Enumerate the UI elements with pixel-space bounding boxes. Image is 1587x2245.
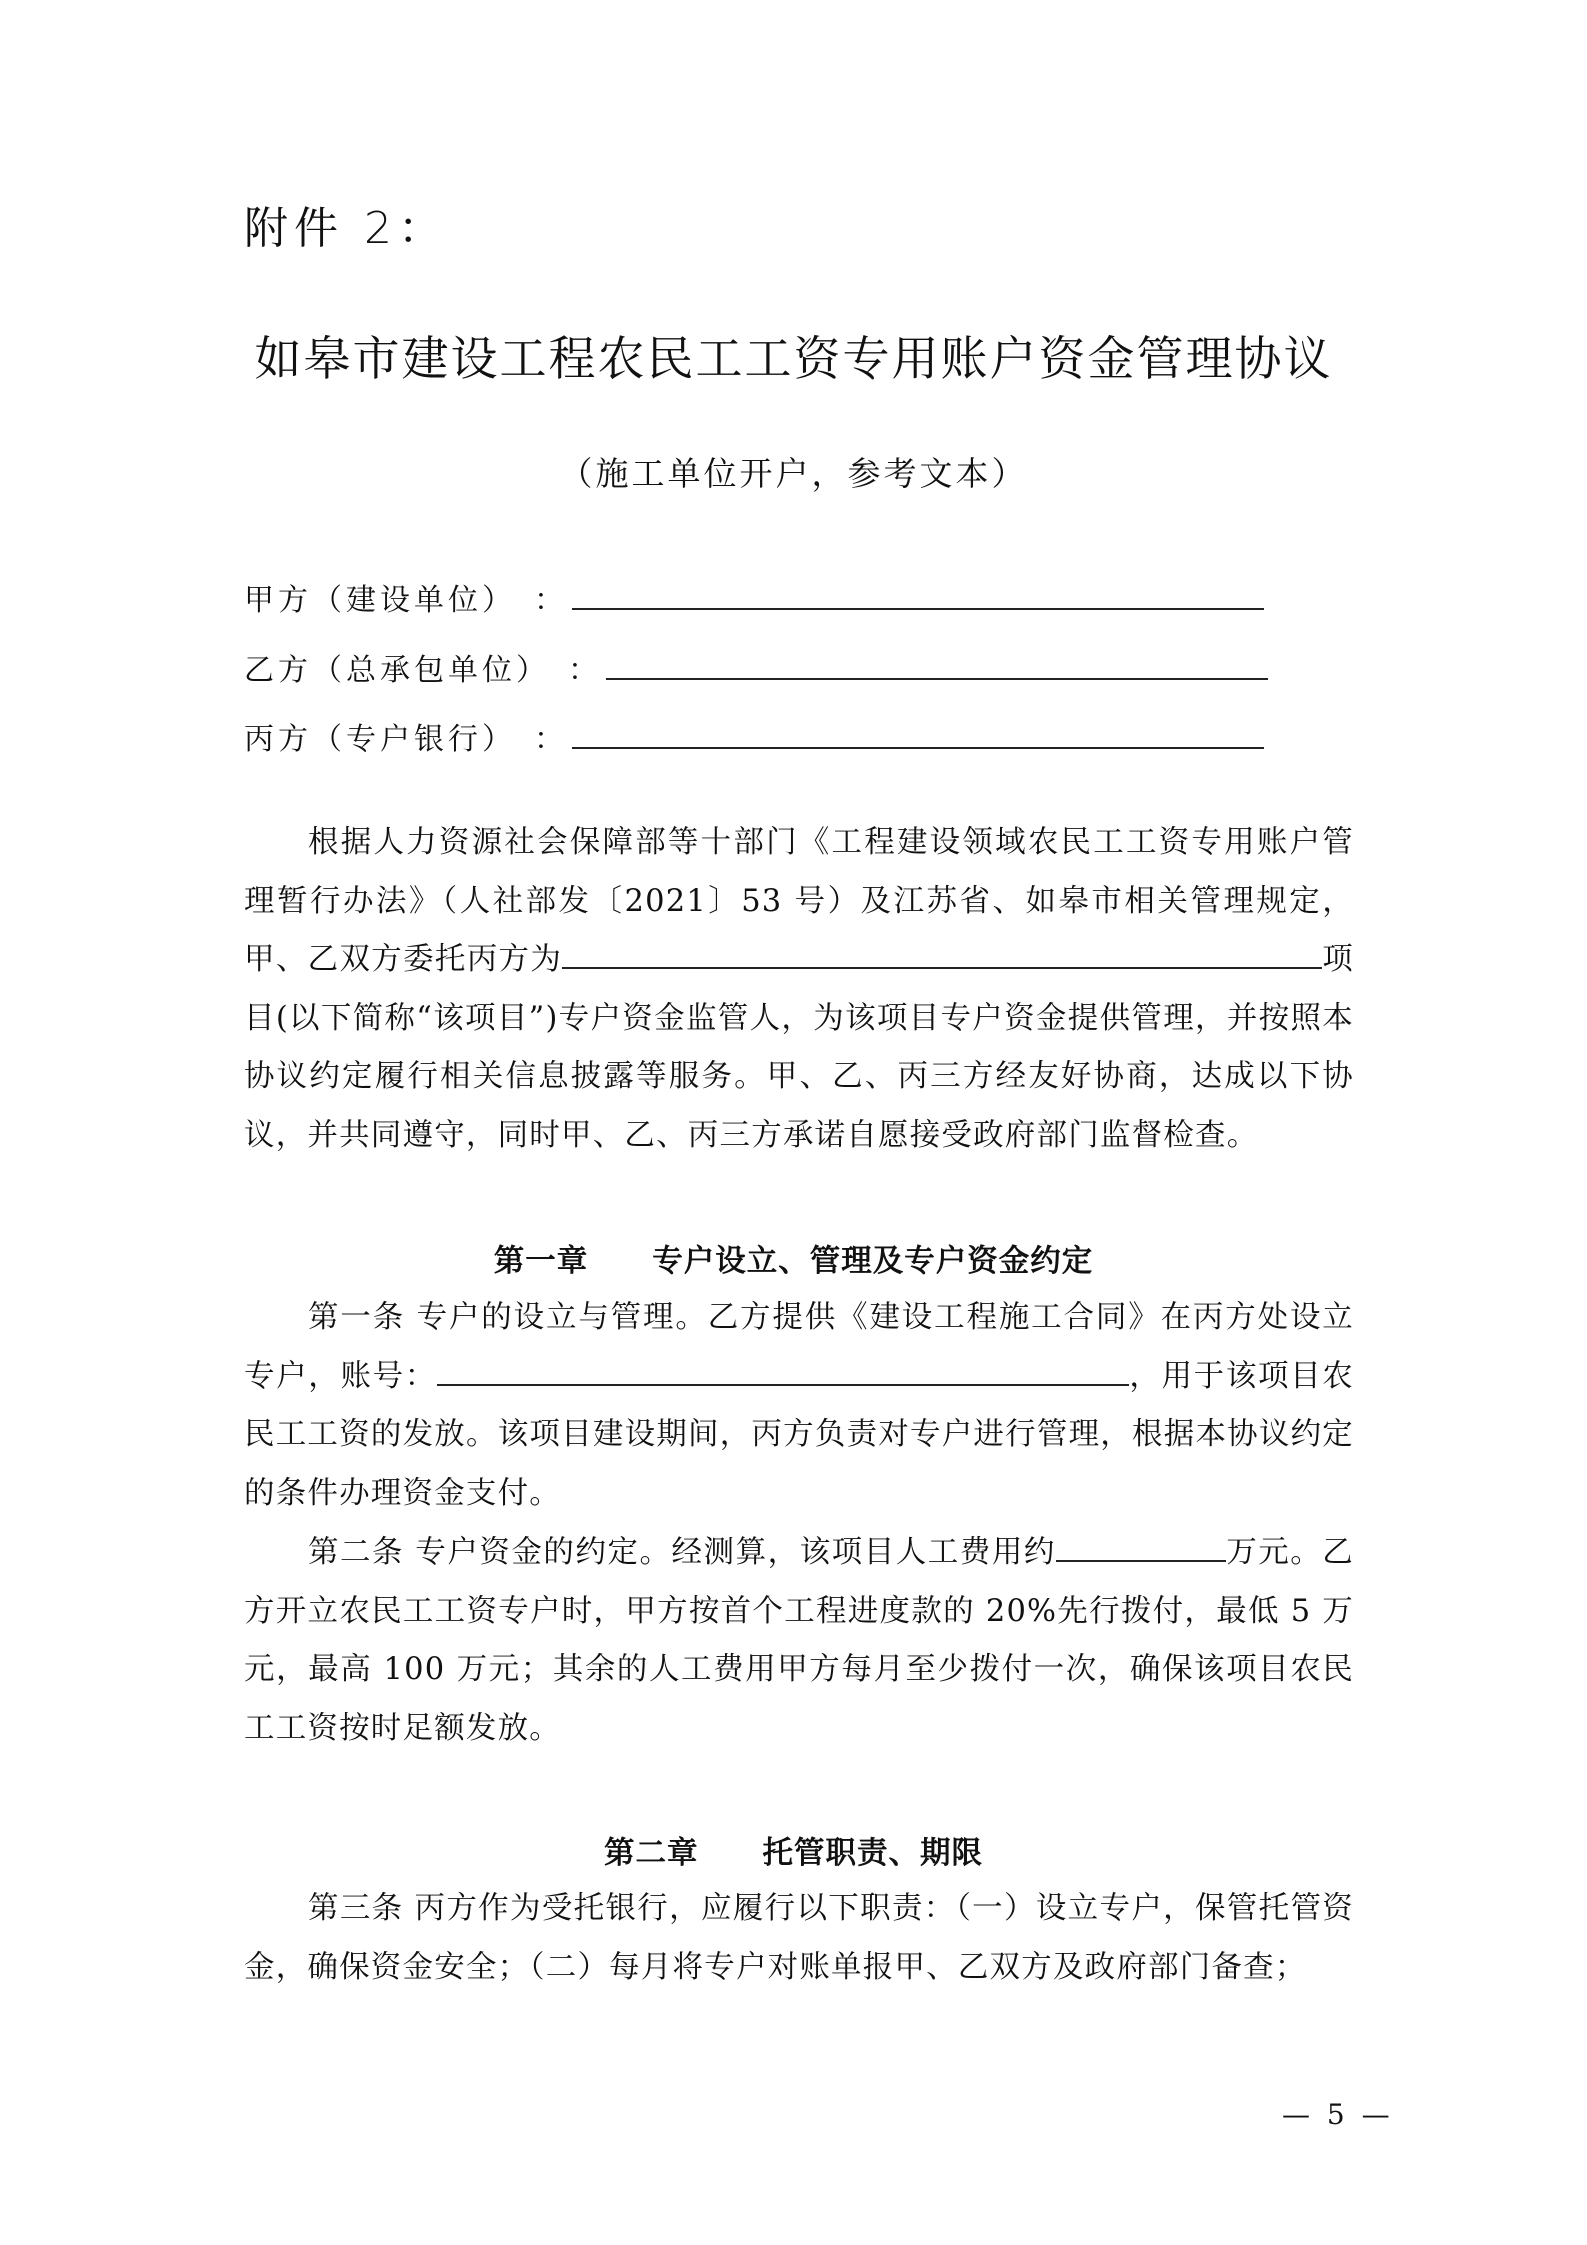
party-b-colon: ： [568,653,602,688]
account-number-blank [437,1350,1129,1386]
party-b-label: 乙方（总承包单位） [244,653,550,688]
chapter-1-heading [0,1236,1587,1280]
party-a-blank [572,572,1264,610]
article-3-text: 第三条 丙方作为受托银行，应履行以下职责：（一）设立专户，保管托管资金，确保资金安全；（二）每月将专户对账单报甲、乙双方及政府部门备查； [244,1891,1354,1985]
party-c-label: 丙方（专户银行） [244,722,516,757]
chapter-1-name: 专户设立、管理及专户资金约定 [652,1243,1094,1279]
page-number: — 5 — [1282,2098,1394,2131]
article-1-paragraph [244,1289,1354,1523]
party-c-row [244,711,1264,758]
chapter-2-name: 托管职责、期限 [762,1835,983,1871]
article-1-text-2: ，用于该项目农民工工资的发放。该项目建设期间，丙方负责对专户进行管理，根据本协议约定的条件办理资金支付。 [244,1358,1354,1511]
party-b-row [244,642,1268,689]
article-1-text-1: 第一条 专户的设立与管理。乙方提供《建设工程施工合同》在丙方处设立专户，账号： [244,1300,1354,1394]
party-a-row [244,572,1264,619]
party-b-blank [606,642,1268,680]
project-name-blank [562,933,1322,969]
chapter-2-number: 第二章 [604,1835,699,1871]
preamble-text-1: 根据人力资源社会保障部等十部门《工程建设领域农民工工资专用账户管理暂行办法》（人社部发〔2021〕53 号）及江苏省、如皋市相关管理规定，甲、乙双方委托丙方为 [244,825,1354,977]
chapter-1-number: 第一章 [493,1243,589,1279]
chapter-2-heading [0,1828,1587,1872]
article-2-text-1: 第二条 专户资金的约定。经测算，该项目人工费用约 [308,1535,1056,1570]
labor-cost-blank [1056,1526,1226,1562]
document-subtitle: （施工单位开户，参考文本） [559,454,1028,493]
article-2-paragraph [244,1524,1354,1758]
article-3-paragraph [244,1880,1354,1997]
preamble-text-2: 项目(以下简称“该项目”)专户资金监管人，为该项目专户资金提供管理，并按照本协议约定履行相关信息披露等服务。甲、乙、丙三方经友好协商，达成以下协议，并共同遵守，同时甲、乙、丙三方承诺自愿接受政府部门监督检查。 [244,942,1355,1153]
attachment-label: 附件 2： [244,203,448,254]
article-2-text-2: 万元。乙方开立农民工工资专户时，甲方按首个工程进度款的 20%先行拨付，最低 5 万元，最高 100 万元；其余的人工费用甲方每月至少拨付一次，确保该项目农民工工资按时足额发放。 [244,1535,1354,1746]
document-title: 如皋市建设工程农民工工资专用账户资金管理协议 [254,332,1333,387]
preamble-paragraph [244,814,1354,1165]
party-a-label: 甲方（建设单位） [244,583,516,618]
party-a-colon: ： [534,583,568,618]
party-c-colon: ： [534,722,568,757]
party-c-blank [572,711,1264,749]
